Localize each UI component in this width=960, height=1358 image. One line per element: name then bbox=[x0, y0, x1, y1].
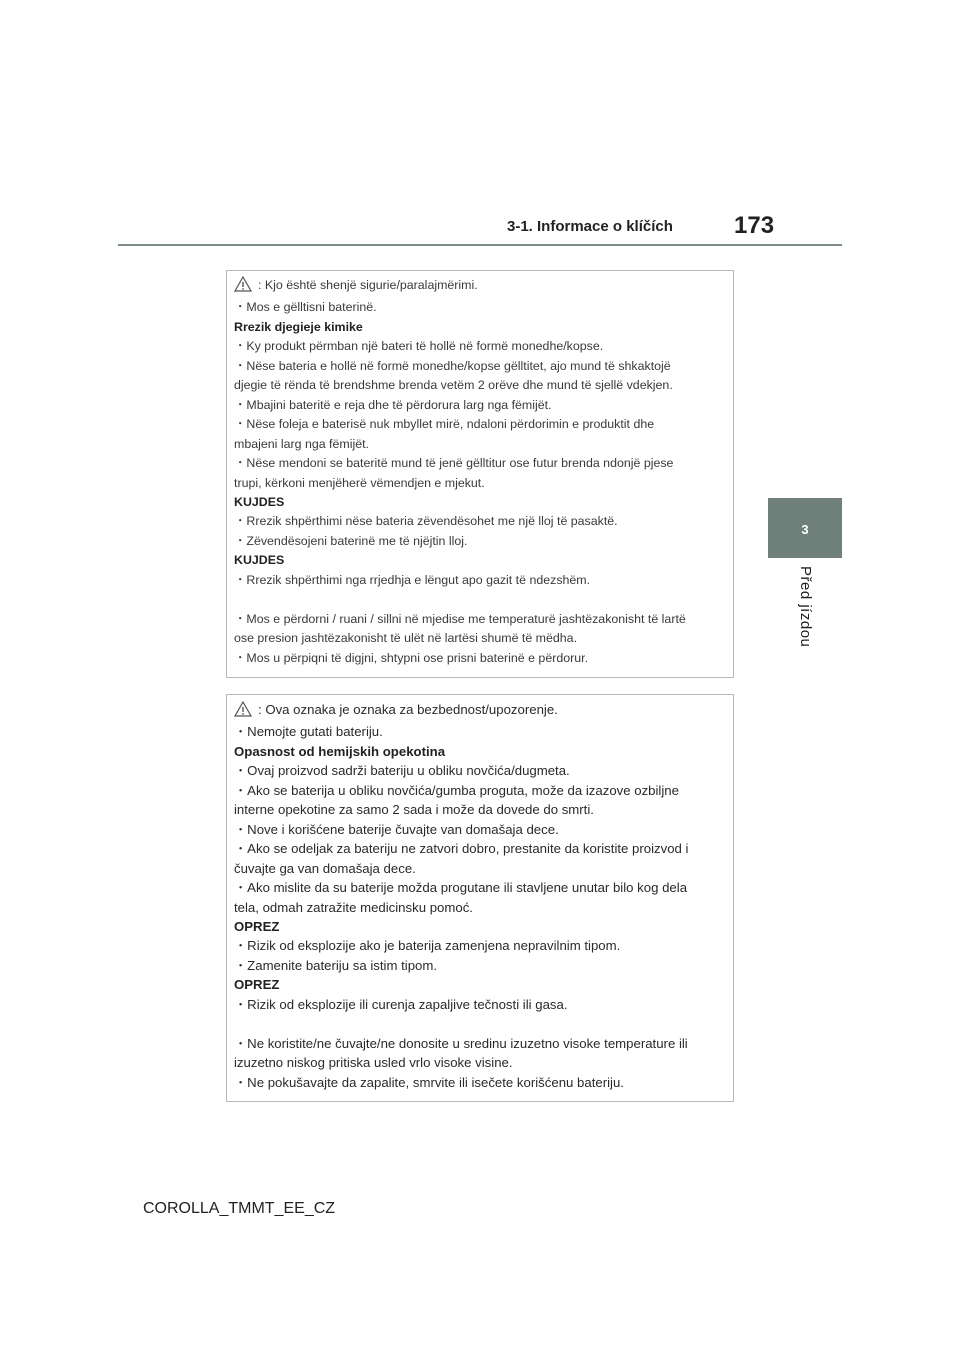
page-number: 173 bbox=[734, 212, 775, 239]
warning-heading: OPREZ bbox=[234, 977, 280, 993]
spacer bbox=[234, 590, 733, 609]
warning-text-line: ・Rrezik shpërthimi nga rrjedhja e lëngut apo gazit të ndezshëm. bbox=[234, 572, 591, 587]
warning-text-line: ・Ako se odeljak za bateriju ne zatvori dobro, prestanite da koristite proizvod i bbox=[234, 841, 689, 857]
warning-text-line: ・Mos u përpiqni të digjni, shtypni ose prisni baterinë e përdorur. bbox=[234, 650, 589, 665]
warning-text-line: ・Ako mislite da su baterije možda progutane ili stavljene unutar bilo kog dela bbox=[234, 880, 688, 896]
warning-text-line: ・Rizik od eksplozije ako je baterija zamenjena nepravilnim tipom. bbox=[234, 938, 621, 954]
warning-text-line: ・Rrezik shpërthimi nëse bateria zëvendësohet me një lloj të pasaktë. bbox=[234, 514, 618, 529]
warning-text-line: ・Mos e përdorni / ruani / sillni në mjedise me temperaturë jashtëzakonisht të lartë bbox=[234, 611, 686, 626]
chapter-tab[interactable] bbox=[768, 498, 842, 558]
warning-intro-line bbox=[234, 276, 733, 298]
warning-text-line: ・Zëvendësojeni baterinë me të njëjtin lloj. bbox=[234, 533, 468, 548]
warning-text-line: mbajeni larg nga fëmijët. bbox=[234, 436, 369, 451]
warning-text-line: ・Rizik od eksplozije ili curenja zapaljive tečnosti ili gasa. bbox=[234, 996, 568, 1012]
spacer bbox=[234, 1014, 733, 1033]
warning-intro-line bbox=[234, 700, 733, 722]
warning-heading: OPREZ bbox=[234, 918, 280, 934]
warning-box-serbian bbox=[226, 694, 734, 1102]
header-divider bbox=[118, 244, 842, 246]
warning-heading: KUJDES bbox=[234, 494, 285, 509]
warning-text-line: ・Nemojte gutati bateriju. bbox=[234, 724, 383, 740]
warning-triangle-icon bbox=[234, 701, 252, 722]
warning-text-line: ・Ne pokušavajte da zapalite, smrvite ili isečete korišćenu bateriju. bbox=[234, 1074, 624, 1090]
warning-intro-text: : Kjo është shenjë sigurie/paralajmërimi. bbox=[258, 278, 478, 292]
warning-text-line: ・Nëse mendoni se bateritë mund të jenë gëlltitur ose futur brenda ndonjë pjese bbox=[234, 456, 674, 471]
warning-text-line: ・Zamenite bateriju sa istim tipom. bbox=[234, 957, 438, 973]
warning-text-line: interne opekotine za samo 2 sada i može da dovede do smrti. bbox=[234, 802, 594, 818]
warning-text-line: ・Nëse foleja e baterisë nuk mbyllet mirë, ndaloni përdorimin e produktit dhe bbox=[234, 417, 655, 432]
warning-text-line: ・Nëse bateria e hollë në formë monedhe/kopse gëlltitet, ajo mund të shkaktojë bbox=[234, 358, 671, 373]
warning-text-line: čuvajte ga van domašaja dece. bbox=[234, 860, 416, 876]
warning-text-line: ・Nove i korišćene baterije čuvajte van domašaja dece. bbox=[234, 821, 559, 837]
warning-text-line: ・Mos e gëlltisni baterinë. bbox=[234, 300, 377, 315]
warning-text-line: ・Ky produkt përmban një bateri të hollë në formë monedhe/kopse. bbox=[234, 339, 604, 354]
warning-text-line: izuzetno niskog pritiska usled vrlo visoke visine. bbox=[234, 1055, 513, 1071]
warning-text-line: ・Ovaj proizvod sadrži bateriju u obliku novčića/dugmeta. bbox=[234, 763, 570, 779]
warning-text-line: ose presion jashtëzakonisht të ulët në lartësi shumë të mëdha. bbox=[234, 631, 578, 646]
warning-heading: Rrezik djegieje kimike bbox=[234, 319, 363, 334]
warning-heading: Opasnost od hemijskih opekotina bbox=[234, 743, 446, 759]
warning-box-albanian bbox=[226, 270, 734, 678]
section-title: 3-1. Informace o klíčích bbox=[507, 218, 673, 235]
chapter-title: Před jízdou bbox=[797, 566, 814, 648]
warning-text-line: tela, odmah zatražite medicinsku pomoć. bbox=[234, 899, 473, 915]
chapter-number: 3 bbox=[801, 522, 809, 537]
warning-heading: KUJDES bbox=[234, 553, 285, 568]
warning-text-line: trupi, kërkoni menjëherë vëmendjen e mjekut. bbox=[234, 475, 485, 490]
warning-triangle-icon bbox=[234, 276, 252, 298]
warning-text-line: ・Mbajini bateritë e reja dhe të përdorura larg nga fëmijët. bbox=[234, 397, 552, 412]
warning-intro-text: : Ova oznaka je oznaka za bezbednost/upozorenje. bbox=[258, 702, 558, 717]
warning-text-line: ・Ako se baterija u obliku novčića/gumba proguta, može da izazove ozbiljne bbox=[234, 782, 679, 798]
document-code: COROLLA_TMMT_EE_CZ bbox=[143, 1200, 336, 1217]
warning-text-line: djegie të rënda të brendshme brenda vetëm 2 orëve dhe mund të sjellë vdekjen. bbox=[234, 378, 673, 393]
warning-text-line: ・Ne koristite/ne čuvajte/ne donosite u sredinu izuzetno visoke temperature ili bbox=[234, 1035, 688, 1051]
